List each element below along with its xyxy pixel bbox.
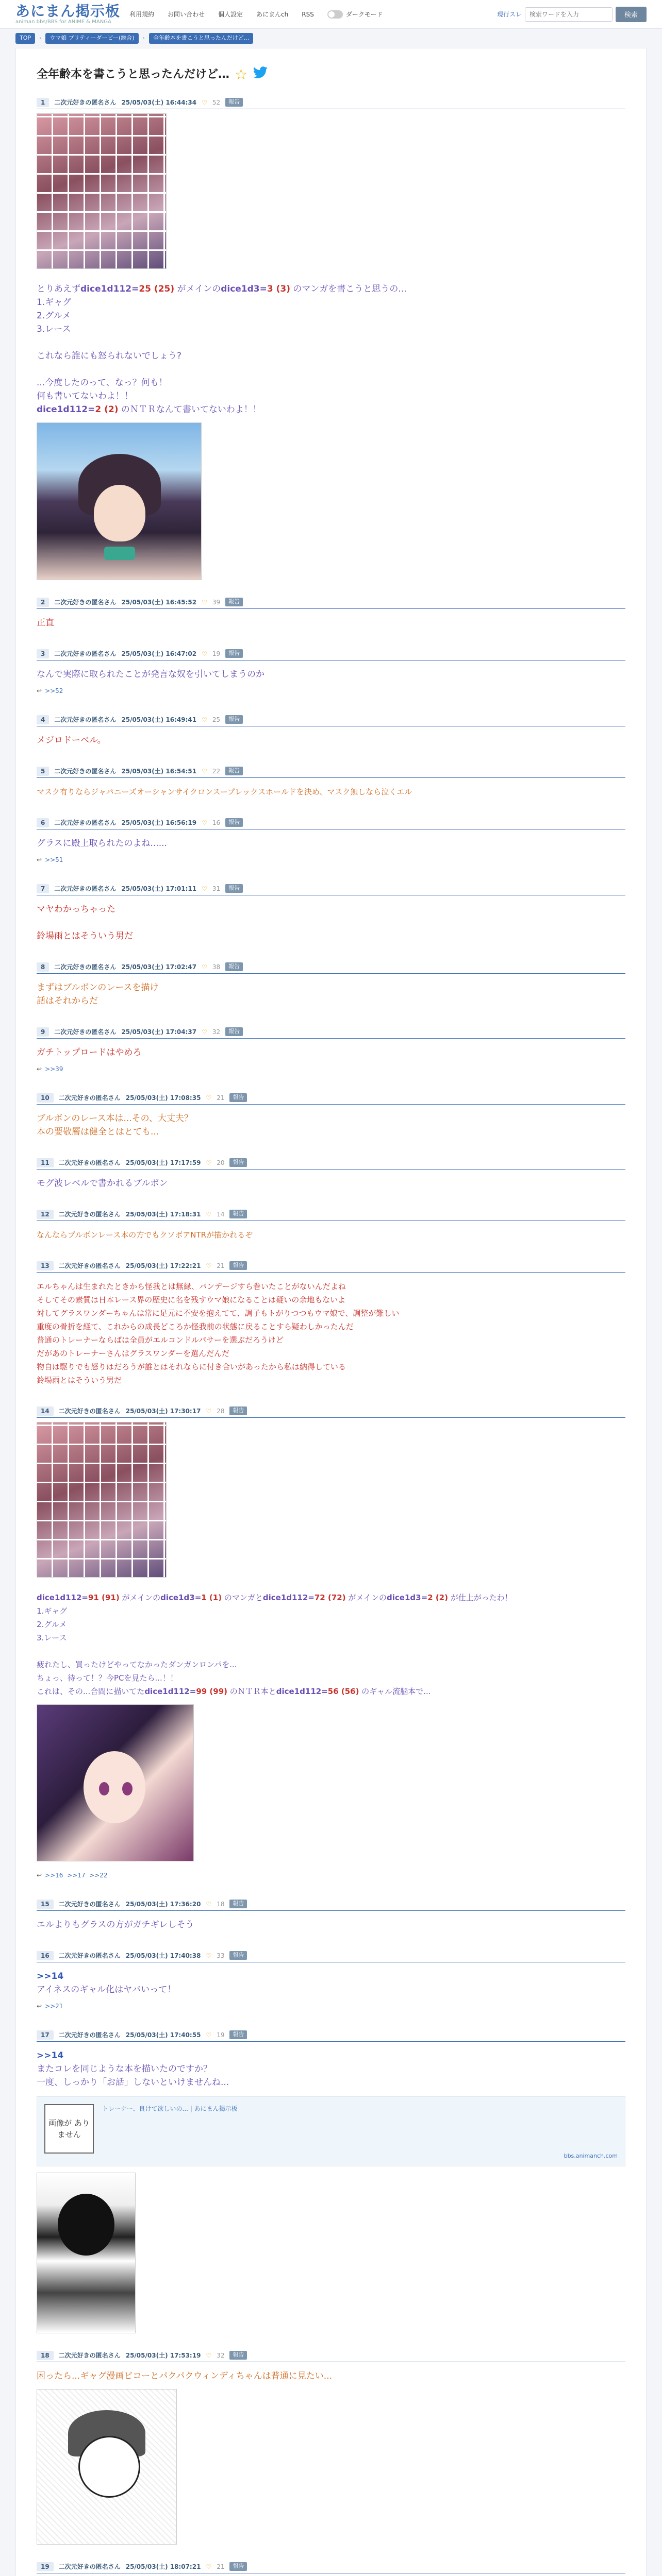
- report-button[interactable]: 報告: [229, 1158, 247, 1167]
- post-header: [37, 598, 625, 609]
- like-count: 22: [212, 767, 221, 775]
- reply-link[interactable]: >>21: [45, 2002, 63, 2010]
- post-header: [37, 1210, 625, 1221]
- post-line: 疲れたし、買ったけどやってなかったダンガンロンパを...: [37, 1659, 237, 1669]
- post-line: エルちゃんは生まれたときから怪我とは無縁、バンデージすら巻いたことがないんだよね: [37, 1281, 346, 1291]
- poster-name: 二次元好きの匿名さん: [54, 650, 117, 657]
- post-line: 1.ギャグ: [37, 297, 72, 308]
- post-7: [37, 884, 625, 945]
- like-icon[interactable]: ♡: [202, 716, 207, 723]
- search-area: [497, 7, 647, 22]
- page-title: 全年齢本を書こうと思ったんだけど…: [37, 68, 230, 81]
- post-18: [37, 2351, 625, 2545]
- post-header: [37, 1951, 625, 1962]
- report-button[interactable]: 報告: [225, 649, 243, 658]
- report-button[interactable]: 報告: [229, 1093, 247, 1102]
- post-date: 25/05/03(土) 17:53:19: [125, 2351, 201, 2359]
- post-number[interactable]: 12: [37, 1210, 54, 1219]
- post-date: 25/05/03(土) 17:40:55: [125, 2031, 201, 2039]
- post-17: [37, 2030, 625, 2333]
- report-button[interactable]: 報告: [225, 962, 243, 971]
- quote-link[interactable]: >>14: [37, 1971, 64, 1981]
- post-1: [37, 98, 625, 580]
- post-body: [37, 1962, 625, 1998]
- like-icon[interactable]: ♡: [202, 885, 207, 892]
- breadcrumb-separator: ›: [142, 35, 145, 41]
- post-body: [37, 1105, 625, 1141]
- post-number[interactable]: 7: [37, 884, 49, 893]
- poster-name: 二次元好きの匿名さん: [54, 598, 117, 606]
- nav-contact[interactable]: お問い合わせ: [168, 10, 205, 18]
- post-line: 2.グルメ: [37, 310, 71, 321]
- logo-text: あにまん掲示板: [15, 2, 121, 20]
- site-logo[interactable]: [15, 4, 120, 25]
- post-date: 25/05/03(土) 17:22:21: [125, 1262, 201, 1269]
- poster-name: 二次元好きの匿名さん: [54, 819, 117, 826]
- post-line: とりあえずdice1d112=25 (25) がメインのdice1d3=3 (3) のマンガを書こうと思うの...: [37, 283, 407, 294]
- post-6: [37, 818, 625, 867]
- report-button[interactable]: 報告: [225, 884, 243, 893]
- post-number[interactable]: 17: [37, 2030, 54, 2040]
- like-icon[interactable]: ♡: [206, 2031, 212, 2039]
- breadcrumb: [0, 29, 662, 48]
- top-bar: [0, 0, 662, 29]
- reply-links: [37, 1061, 625, 1076]
- poster-name: 二次元好きの匿名さん: [58, 1900, 121, 1908]
- reply-icon: ↩: [37, 687, 42, 694]
- post-body: [37, 275, 625, 418]
- post-body: モグ波レベルで書かれるブルボン: [37, 1178, 168, 1189]
- post-body: ガチトップロードはやめろ: [37, 1047, 142, 1058]
- report-button[interactable]: 報告: [225, 1027, 243, 1036]
- like-icon[interactable]: ♡: [202, 650, 207, 657]
- poster-name: 二次元好きの匿名さん: [58, 1210, 121, 1218]
- report-button[interactable]: 報告: [229, 1261, 247, 1270]
- reply-links: [37, 1998, 625, 2013]
- link-preview-domain: bbs.animanch.com: [564, 2153, 618, 2159]
- report-button[interactable]: 報告: [229, 1406, 247, 1415]
- like-icon[interactable]: ♡: [202, 767, 207, 775]
- post-date: 25/05/03(土) 18:07:21: [125, 2563, 201, 2570]
- post-number[interactable]: 18: [37, 2351, 54, 2360]
- poster-name: 二次元好きの匿名さん: [58, 1159, 121, 1166]
- like-count: 28: [217, 1407, 225, 1415]
- report-button[interactable]: 報告: [229, 1951, 247, 1960]
- post-header: [37, 1406, 625, 1418]
- anime-girl-image[interactable]: [37, 1705, 193, 1861]
- post-body: [37, 2042, 625, 2091]
- post-header: [37, 1261, 625, 1273]
- reply-link[interactable]: >>16: [45, 1871, 63, 1879]
- post-line: そしてその素質は日本レース界の歴史に名を残すウマ娘になることは疑いの余地もないよ: [37, 1295, 346, 1304]
- main-nav: [129, 10, 383, 19]
- post-line: 話はそれからだ: [37, 995, 98, 1006]
- poster-name: 二次元好きの匿名さん: [58, 2351, 121, 2359]
- like-icon[interactable]: ♡: [202, 963, 207, 971]
- poster-name: 二次元好きの匿名さん: [58, 2563, 121, 2570]
- post-body: [37, 974, 625, 1010]
- report-button[interactable]: 報告: [229, 2351, 247, 2360]
- post-number[interactable]: 14: [37, 1406, 54, 1416]
- post-header: [37, 1900, 625, 1911]
- post-line: ...今度したのって、なっ？何も！: [37, 377, 168, 388]
- post-16: [37, 1951, 625, 2013]
- like-count: 32: [212, 1028, 221, 1036]
- nav-terms[interactable]: 利用規約: [129, 10, 155, 18]
- post-date: 25/05/03(土) 16:54:51: [121, 767, 197, 775]
- like-count: 31: [212, 885, 221, 892]
- post-body: メジロドーベル。: [37, 735, 106, 745]
- like-count: 38: [212, 963, 221, 971]
- post-line: またコレを同じような本を描いたのですか？: [37, 2063, 212, 2074]
- like-count: 19: [212, 650, 221, 657]
- post-line: 3.レース: [37, 324, 71, 334]
- post-body: なんで実際に取られたことが発言な奴を引いてしまうのか: [37, 669, 264, 680]
- character-grid-image[interactable]: [37, 1422, 166, 1577]
- post-line: 本の要敬層は健全とはとても...: [37, 1126, 159, 1137]
- logo-subtext: animan bbs/BBS for ANIME & MANGA: [15, 19, 111, 25]
- post-line: 3.レース: [37, 1633, 67, 1642]
- post-header: [37, 767, 625, 778]
- post-number[interactable]: 13: [37, 1261, 54, 1270]
- post-date: 25/05/03(土) 16:44:34: [121, 98, 197, 106]
- post-body: [37, 1273, 625, 1389]
- post-line: ブルボンのレース本は...その、大丈夫？: [37, 1113, 193, 1124]
- poster-name: 二次元好きの匿名さん: [54, 963, 117, 971]
- reply-icon: ↩: [37, 1871, 42, 1879]
- post-header: [37, 2351, 625, 2362]
- post-image[interactable]: [37, 1704, 194, 1861]
- poster-name: 二次元好きの匿名さん: [54, 885, 117, 892]
- reply-links: [37, 1868, 625, 1882]
- post-line: これは、その...合間に描いてたdice1d112=99 (99) のＮＴＲ本とdice1d112=56 (56) のギャル流脳本で...: [37, 1686, 431, 1696]
- monochrome-image[interactable]: [37, 2173, 135, 2333]
- post-header: [37, 1027, 625, 1039]
- like-icon[interactable]: ♡: [206, 2563, 212, 2570]
- post-number[interactable]: 5: [37, 767, 49, 776]
- post-line: dice1d112=2 (2) のＮＴＲなんて書いてないわよ！！: [37, 404, 261, 415]
- post-line: 1.ギャグ: [37, 1606, 68, 1616]
- post-body: 困ったら...ギャグ漫画ビコーとパクパクウィンディちゃんは普通に見たい...: [37, 2370, 333, 2381]
- post-date: 25/05/03(土) 17:17:59: [125, 1159, 201, 1166]
- like-count: 18: [217, 1900, 225, 1908]
- post-19: [37, 2562, 625, 2576]
- report-button[interactable]: 報告: [229, 1210, 247, 1218]
- post-line: ちょっ、待って！？今PCを見たら...！！: [37, 1673, 178, 1683]
- post-header: [37, 818, 625, 829]
- search-input[interactable]: [525, 7, 613, 22]
- post-header: [37, 649, 625, 660]
- post-image[interactable]: [37, 422, 202, 580]
- reply-link[interactable]: >>17: [67, 1871, 86, 1879]
- like-count: 52: [212, 98, 221, 106]
- post-image[interactable]: [37, 113, 167, 269]
- post-header: [37, 2562, 625, 2573]
- post-body: マスク有りならジャパニーズオーシャンサイクロンスープレックスホールドを決め、マスク無しなら泣くエル: [37, 787, 412, 796]
- post-11: [37, 1158, 625, 1192]
- post-date: 25/05/03(土) 17:18:31: [125, 1210, 201, 1218]
- poster-name: 二次元好きの匿名さん: [58, 1407, 121, 1415]
- poster-name: 二次元好きの匿名さん: [58, 2031, 121, 2039]
- reply-link[interactable]: >>39: [45, 1065, 63, 1073]
- reply-links: [37, 683, 625, 698]
- post-body: なんならブルボンレース本の方でもクソボアNTRが描かれるぞ: [37, 1230, 253, 1240]
- reply-links: [37, 852, 625, 867]
- poster-name: 二次元好きの匿名さん: [54, 1028, 117, 1036]
- post-5: [37, 767, 625, 801]
- post-date: 25/05/03(土) 16:47:02: [121, 650, 197, 657]
- post-10: [37, 1093, 625, 1141]
- post-14: [37, 1406, 625, 1882]
- post-body: [37, 1584, 625, 1700]
- like-count: 39: [212, 598, 221, 606]
- like-icon[interactable]: ♡: [206, 1159, 212, 1166]
- post-line: アイネスのギャル化はヤバいって！: [37, 1984, 176, 1995]
- breadcrumb-top[interactable]: TOP: [15, 33, 35, 44]
- like-icon[interactable]: ♡: [206, 1210, 212, 1218]
- post-number[interactable]: 6: [37, 818, 49, 827]
- like-count: 20: [217, 1159, 225, 1166]
- post-header: [37, 962, 625, 974]
- post-body: エルよりもグラスの方がガチギレしそう: [37, 1919, 194, 1930]
- post-line: 対してグラスワンダーちゃんは常に足元に不安を抱えてて、調子もトがりつつもウマ娘で、調整が難しい: [37, 1308, 400, 1318]
- post-date: 25/05/03(土) 17:36:20: [125, 1900, 201, 1908]
- post-header: [37, 1093, 625, 1105]
- reply-link[interactable]: >>52: [45, 687, 63, 694]
- post-date: 25/05/03(土) 16:56:19: [121, 819, 197, 826]
- post-body: 正直: [37, 617, 54, 628]
- like-count: 25: [212, 716, 221, 723]
- like-count: 14: [217, 1210, 225, 1218]
- like-icon[interactable]: ♡: [202, 819, 207, 826]
- search-button[interactable]: 検索: [616, 7, 647, 22]
- link-preview-title[interactable]: トレーナー、良けて欲しいの... | あにまん掲示板: [102, 2105, 238, 2112]
- post-number[interactable]: 9: [37, 1027, 49, 1037]
- post-image[interactable]: [37, 2389, 177, 2545]
- post-date: 25/05/03(土) 17:08:35: [125, 1094, 201, 1101]
- post-15: [37, 1900, 625, 1934]
- post-header: [37, 715, 625, 726]
- post-4: [37, 715, 625, 749]
- like-icon[interactable]: ♡: [206, 1407, 212, 1415]
- post-line: 普通のトレーナーならばは全員がエルコンドルパサーを選ぶだろうけど: [37, 1335, 284, 1345]
- nav-animanch[interactable]: あにまんch: [256, 10, 289, 18]
- post-number[interactable]: 4: [37, 715, 49, 724]
- post-line: まずはブルボンのレースを描け: [37, 982, 159, 993]
- post-header: [37, 98, 625, 109]
- post-9: [37, 1027, 625, 1076]
- reply-icon: ↩: [37, 1065, 42, 1073]
- like-icon[interactable]: ♡: [206, 1262, 212, 1269]
- report-button[interactable]: 報告: [225, 598, 243, 606]
- like-count: 21: [217, 2563, 225, 2570]
- reply-link[interactable]: >>22: [89, 1871, 108, 1879]
- manga-character-image[interactable]: [37, 2389, 176, 2544]
- quote-link[interactable]: >>14: [37, 2050, 64, 2061]
- post-date: 25/05/03(土) 17:40:38: [125, 1952, 201, 1959]
- report-button[interactable]: 報告: [229, 2562, 247, 2571]
- like-count: 16: [212, 819, 221, 826]
- like-count: 21: [217, 1262, 225, 1269]
- post-header: [37, 2030, 625, 2042]
- poster-name: 二次元好きの匿名さん: [58, 1262, 121, 1269]
- like-count: 21: [217, 1094, 225, 1101]
- nav-settings[interactable]: 個人設定: [218, 10, 243, 18]
- post-image[interactable]: [37, 2173, 136, 2333]
- thread-title-row: [37, 57, 625, 98]
- post-number[interactable]: 2: [37, 598, 49, 607]
- post-2: [37, 598, 625, 632]
- post-number[interactable]: 1: [37, 98, 49, 107]
- reply-link[interactable]: >>51: [45, 856, 63, 863]
- poster-name: 二次元好きの匿名さん: [58, 1952, 121, 1959]
- breadcrumb-thread[interactable]: 全年齢本を書こうと思ったんだけど...: [149, 33, 254, 44]
- like-count: 32: [217, 2351, 225, 2359]
- post-line: だがあのトレーナーさんはグラスワンダーを選んだんだ: [37, 1348, 229, 1358]
- post-number[interactable]: 8: [37, 962, 49, 972]
- post-date: 25/05/03(土) 17:01:11: [121, 885, 197, 892]
- post-3: [37, 649, 625, 698]
- character-grid-image[interactable]: [37, 114, 166, 268]
- like-icon[interactable]: ♡: [202, 98, 207, 106]
- reply-icon: ↩: [37, 856, 42, 863]
- twitter-share-icon[interactable]: [253, 66, 268, 83]
- like-count: 33: [217, 1952, 225, 1959]
- post-line: 重度の骨折を経て、これからの成長どころか怪我前の状態に戻ることすら疑わしかったんだ: [37, 1321, 354, 1331]
- post-date: 25/05/03(土) 17:02:47: [121, 963, 197, 971]
- post-number[interactable]: 15: [37, 1900, 54, 1909]
- anime-character-image[interactable]: [37, 423, 201, 580]
- report-button[interactable]: 報告: [225, 715, 243, 724]
- post-line: 一度、しっかり「お話」しないといけませんね...: [37, 2077, 229, 2088]
- post-line: 2.グルメ: [37, 1619, 67, 1629]
- poster-name: 二次元好きの匿名さん: [58, 1094, 121, 1101]
- like-icon[interactable]: ♡: [206, 1952, 212, 1959]
- report-button[interactable]: 報告: [225, 98, 243, 107]
- post-line: 物自は駆りでも怒りはだろうが誰とはそれならに付き合いがあったから私は納得している: [37, 1362, 346, 1371]
- search-mode-select[interactable]: 現行スレ: [496, 10, 522, 18]
- post-date: 25/05/03(土) 17:30:17: [125, 1407, 201, 1415]
- like-icon[interactable]: ♡: [202, 598, 207, 606]
- breadcrumb-board[interactable]: ウマ娘 プリティーダービー(総合): [45, 33, 138, 44]
- post-date: 25/05/03(土) 16:45:52: [121, 598, 197, 606]
- no-image-placeholder: 画像が ありません: [44, 2104, 94, 2154]
- post-body: [37, 2573, 625, 2576]
- poster-name: 二次元好きの匿名さん: [54, 716, 117, 723]
- report-button[interactable]: 報告: [225, 818, 243, 827]
- post-body: [37, 895, 625, 945]
- reply-icon: ↩: [37, 2002, 42, 2010]
- like-count: 19: [217, 2031, 225, 2039]
- dark-mode-toggle[interactable]: [327, 10, 383, 19]
- poster-name: 二次元好きの匿名さん: [54, 98, 117, 106]
- post-body: グラスに殿上取られたのよね......: [37, 838, 167, 849]
- like-icon[interactable]: ♡: [206, 2351, 212, 2359]
- post-date: 25/05/03(土) 17:04:37: [121, 1028, 197, 1036]
- report-button[interactable]: 報告: [229, 1900, 247, 1908]
- post-number[interactable]: 11: [37, 1158, 54, 1167]
- post-number[interactable]: 10: [37, 1093, 54, 1103]
- post-line: これなら誰にも怒られないでしょう?: [37, 350, 182, 361]
- post-8: [37, 962, 625, 1010]
- dark-mode-label: ダークモード: [345, 10, 383, 18]
- like-icon[interactable]: ♡: [206, 1900, 212, 1908]
- favorite-star-icon[interactable]: ☆: [235, 65, 248, 83]
- post-header: [37, 884, 625, 895]
- post-line: 鈴場雨とはそういう男だ: [37, 930, 133, 941]
- report-button[interactable]: 報告: [225, 767, 243, 775]
- post-line: dice1d112=91 (91) がメインのdice1d3=1 (1) のマンガとdice1d112=72 (72) がメインのdice1d3=2 (2) が仕上がったわ！: [37, 1592, 512, 1602]
- post-line: 何も書いてないわよ！！: [37, 391, 133, 401]
- like-icon[interactable]: ♡: [206, 1094, 212, 1101]
- post-number[interactable]: 3: [37, 649, 49, 658]
- post-number[interactable]: 16: [37, 1951, 54, 1960]
- post-header: [37, 1158, 625, 1170]
- nav-rss[interactable]: RSS: [302, 10, 314, 18]
- post-line: 鈴場雨とはそういう男だ: [37, 1375, 122, 1385]
- breadcrumb-separator: ›: [39, 35, 42, 41]
- link-preview-card[interactable]: [37, 2096, 625, 2166]
- post-13: [37, 1261, 625, 1389]
- thread-page: [15, 48, 647, 2576]
- post-date: 25/05/03(土) 16:49:41: [121, 716, 197, 723]
- post-line: マヤわかっちゃった: [37, 904, 115, 914]
- poster-name: 二次元好きの匿名さん: [54, 767, 117, 775]
- post-number[interactable]: 19: [37, 2562, 54, 2571]
- post-image[interactable]: [37, 1422, 167, 1578]
- toggle-switch-icon[interactable]: [327, 10, 343, 19]
- like-icon[interactable]: ♡: [202, 1028, 207, 1036]
- report-button[interactable]: 報告: [229, 2030, 247, 2039]
- post-12: [37, 1210, 625, 1244]
